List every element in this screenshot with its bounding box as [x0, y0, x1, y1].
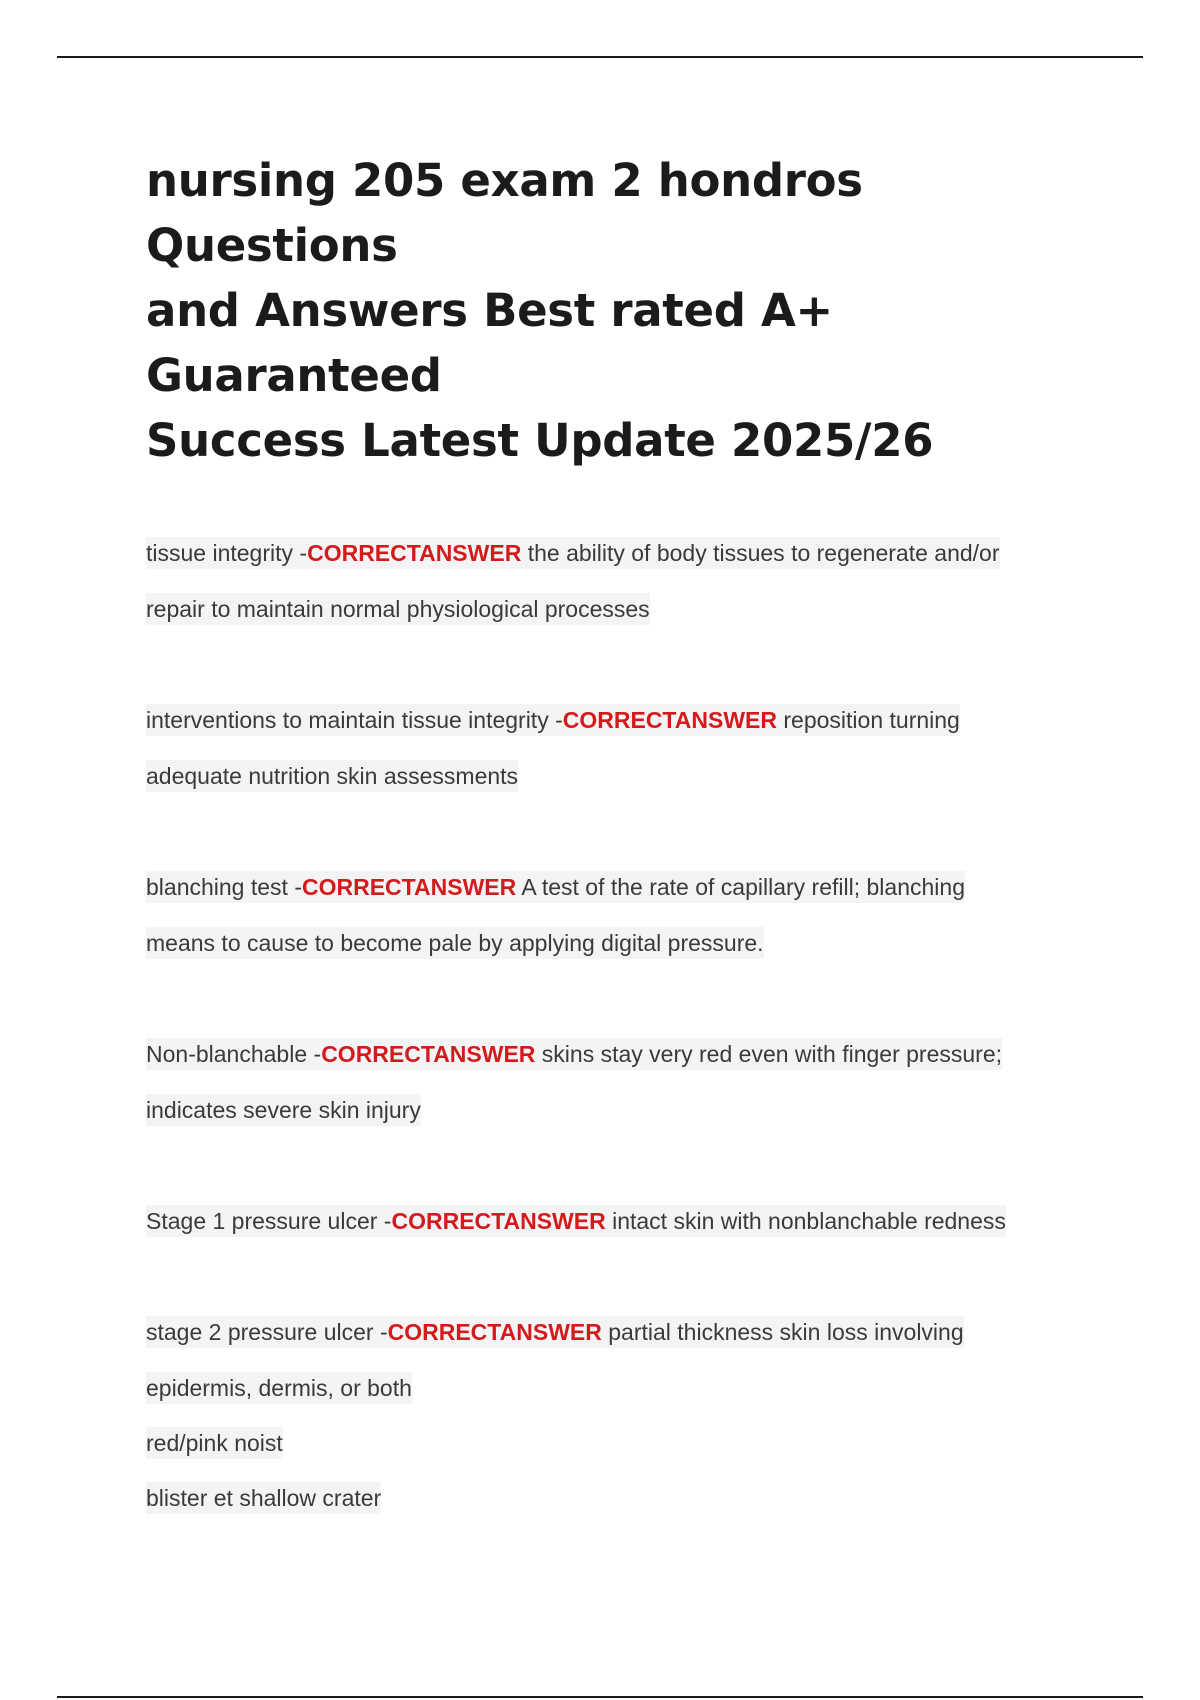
entry-answer: A test of the rate of capillary refill; blanching — [516, 874, 965, 900]
footer-rule — [57, 1696, 1143, 1698]
entry-answer-continued: blister et shallow crater — [146, 1482, 381, 1514]
entry-separator: - — [313, 1041, 322, 1067]
entry-term: blanching test — [146, 874, 295, 900]
entry-answer-continued: epidermis, dermis, or both — [146, 1372, 412, 1404]
correct-answer-marker: CORRECTANSWER — [387, 1319, 602, 1345]
entry-answer: skins stay very red even with finger pressure; — [535, 1041, 1003, 1067]
entry-answer-continued: means to cause to become pale by applying digital pressure. — [146, 927, 764, 959]
entry-answer-continued: repair to maintain normal physiological processes — [146, 593, 650, 625]
entry-answer: partial thickness skin loss involving — [601, 1319, 964, 1345]
entry-separator: - — [299, 540, 308, 566]
entry-answer: the ability of body tissues to regenerate and/or — [521, 540, 1000, 566]
entry-answer: reposition turning — [777, 707, 960, 733]
title-line-1: nursing 205 exam 2 hondros Questions — [146, 154, 863, 272]
correct-answer-marker: CORRECTANSWER — [391, 1208, 606, 1234]
correct-answer-marker: CORRECTANSWER — [307, 540, 522, 566]
qa-entry-stage-1-pressure-ulcer — [146, 1193, 1086, 1249]
qa-entry-stage-2-pressure-ulcer — [146, 1304, 1086, 1525]
entry-answer-continued: adequate nutrition skin assessments — [146, 760, 518, 792]
qa-entry-blanching-test — [146, 859, 1086, 971]
document-title — [146, 148, 1086, 473]
qa-entry-non-blanchable — [146, 1026, 1086, 1138]
qa-entry-interventions — [146, 692, 1086, 804]
header-rule — [57, 56, 1143, 58]
correct-answer-marker: CORRECTANSWER — [321, 1041, 536, 1067]
title-line-3: Success Latest Update 2025/26 — [146, 414, 934, 467]
entry-answer-continued: indicates severe skin injury — [146, 1094, 421, 1126]
entry-separator: - — [379, 1319, 388, 1345]
entry-term: interventions to maintain tissue integrity — [146, 707, 556, 733]
entry-answer: intact skin with nonblanchable redness — [605, 1208, 1006, 1234]
entry-term: Stage 1 pressure ulcer — [146, 1208, 384, 1234]
entry-term: tissue integrity — [146, 540, 300, 566]
correct-answer-marker: CORRECTANSWER — [302, 874, 517, 900]
title-line-2: and Answers Best rated A+ Guaranteed — [146, 284, 833, 402]
entry-term: Non-blanchable — [146, 1041, 314, 1067]
correct-answer-marker: CORRECTANSWER — [562, 707, 777, 733]
entry-answer-continued: red/pink noist — [146, 1427, 283, 1459]
entry-separator: - — [383, 1208, 392, 1234]
entry-term: stage 2 pressure ulcer — [146, 1319, 380, 1345]
entry-separator: - — [294, 874, 302, 900]
entry-separator: - — [555, 707, 563, 733]
qa-entry-tissue-integrity — [146, 525, 1086, 637]
document-body — [146, 148, 1086, 1580]
